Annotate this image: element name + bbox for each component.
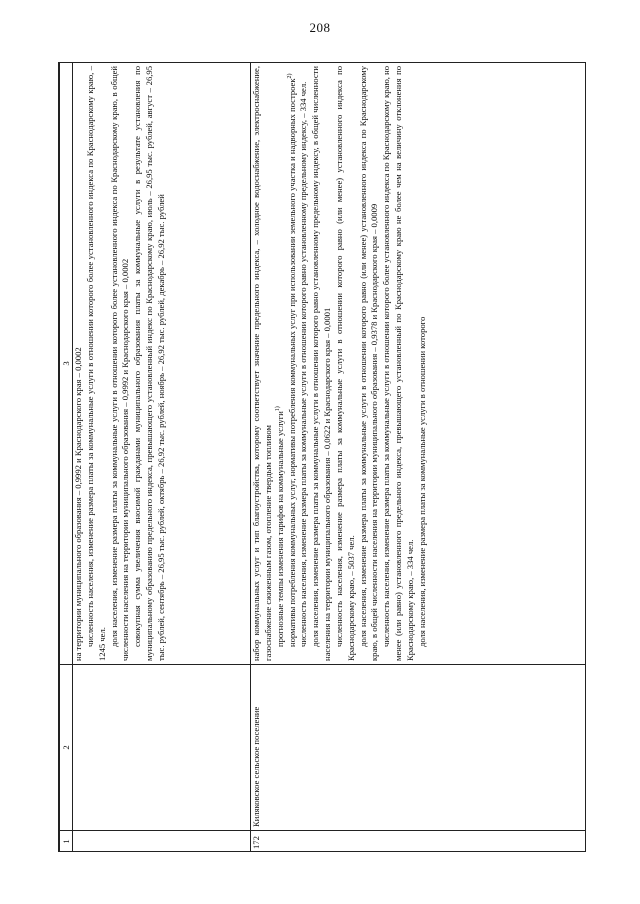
cont-text-cell <box>73 63 251 665</box>
row-172-text-cell <box>251 63 587 665</box>
paragraph-text: прогнозные темпы изменения тарифов на коммунальные услуги <box>274 411 285 647</box>
cont-name-cell <box>73 665 251 831</box>
page-number: 208 <box>309 20 331 35</box>
text-paragraph <box>109 66 133 661</box>
paragraph-text: доля населения, изменение размера платы за коммунальные услуги в отношении которого равно (или менее) установленного индекса по Краснодарскому краю, в общей численности населения на территории муниципального образования – 0,9378 и Краснодарского края – 0,0009 <box>357 66 380 661</box>
rotated-table-frame <box>58 62 586 852</box>
text-paragraph <box>251 66 275 661</box>
paragraph-text: численность населения, изменение размера платы за коммунальные услуги в отношении которого более установленного индекса по Краснодарскому краю, – 1245 чел. <box>84 66 107 661</box>
footnote-marker: 1) <box>274 406 281 412</box>
paragraph-text: совокупная сумма увеличения вносимой гражданами муниципального образования платы за коммунальные услуги в результате установления по муниципальному образованию предельного индекса, превышающего установленный индекс по Краснодарскому краю, июль – 26,95 тыс. рублей, август – 26,95 тыс. рублей, сентябрь – 26,95 тыс. рублей, октябрь – 26,92 тыс. рублей, ноябрь – 26,92 тыс. рублей, декабрь – 26,92 тыс. рублей <box>132 66 166 661</box>
table-row-172 <box>251 63 587 853</box>
paragraph-text: набор коммунальных услуг и тип благоустройства, которому соответствует значение предельного индекса, – холодное водоснабжение, электроснабжение, газоснабжение сжиженным газом, отопление твердым топливом <box>251 66 273 661</box>
data-table <box>59 62 586 852</box>
paragraph-text: доля населения, изменение размера платы за коммунальные услуги в отношении которого <box>416 316 427 647</box>
text-paragraph <box>287 66 299 661</box>
text-paragraph <box>381 66 417 661</box>
text-paragraph <box>73 66 85 661</box>
paragraph-text: численность населения, изменение размера платы за коммунальные услуги в отношении которого равно установленному предельному индексу, – 334 чел. <box>298 81 309 647</box>
table-header-row <box>60 63 73 853</box>
text-paragraph <box>275 66 287 661</box>
row-number: 172 <box>251 831 587 853</box>
text-paragraph <box>298 66 310 661</box>
header-col-1: 1 <box>60 831 73 853</box>
settlement-name: Киляковское сельское поселение <box>251 665 587 831</box>
paragraph-text: доля населения, изменение размера платы за коммунальные услуги в отношении которого равно установленному предельному индексу, в общей численности населения на территории муниципального образования – 0,0622 и Краснодарского края – 0,0001 <box>310 66 333 661</box>
footnote-marker: 2) <box>286 73 293 79</box>
cont-number-cell <box>73 831 251 853</box>
text-paragraph <box>310 66 334 661</box>
rotated-table-canvas <box>59 63 586 852</box>
paragraph-text: нормативы потребления коммунальных услуг, нормативы потребления коммунальных услуг при использовании земельного участка и надворных построек <box>286 78 297 647</box>
paragraph-text: доля населения, изменение размера платы за коммунальные услуги в отношении которого более установленного индекса по Краснодарскому краю, в общей численности населения на территории муниципального образования – 0,9992 и Краснодарского края – 0,0002 <box>108 66 131 661</box>
text-paragraph <box>132 66 168 661</box>
header-col-2: 2 <box>60 665 73 831</box>
text-paragraph <box>85 66 109 661</box>
text-paragraph <box>334 66 358 661</box>
paragraph-text: численность населения, изменение размера платы за коммунальные услуги в отношении которого равно (или менее) установленного индекса по Краснодарскому краю, – 5037 чел. <box>333 66 356 661</box>
paragraph-text: на территории муниципального образования – 0,9992 и Краснодарского края – 0,0002 <box>73 347 83 661</box>
table-row-continuation <box>73 63 251 853</box>
text-paragraph <box>358 66 382 661</box>
text-paragraph <box>417 66 429 661</box>
paragraph-text: численность населения, изменение размера платы за коммунальные услуги в отношении которого более установленного индекса по Краснодарскому краю, но менее (или равно) установленного предельного индекса, превышающего установленный по Краснодарскому краю не более чем на величину отклонения по Краснодарскому краю, – 334 чел. <box>381 66 415 661</box>
header-col-3: 3 <box>60 63 73 665</box>
